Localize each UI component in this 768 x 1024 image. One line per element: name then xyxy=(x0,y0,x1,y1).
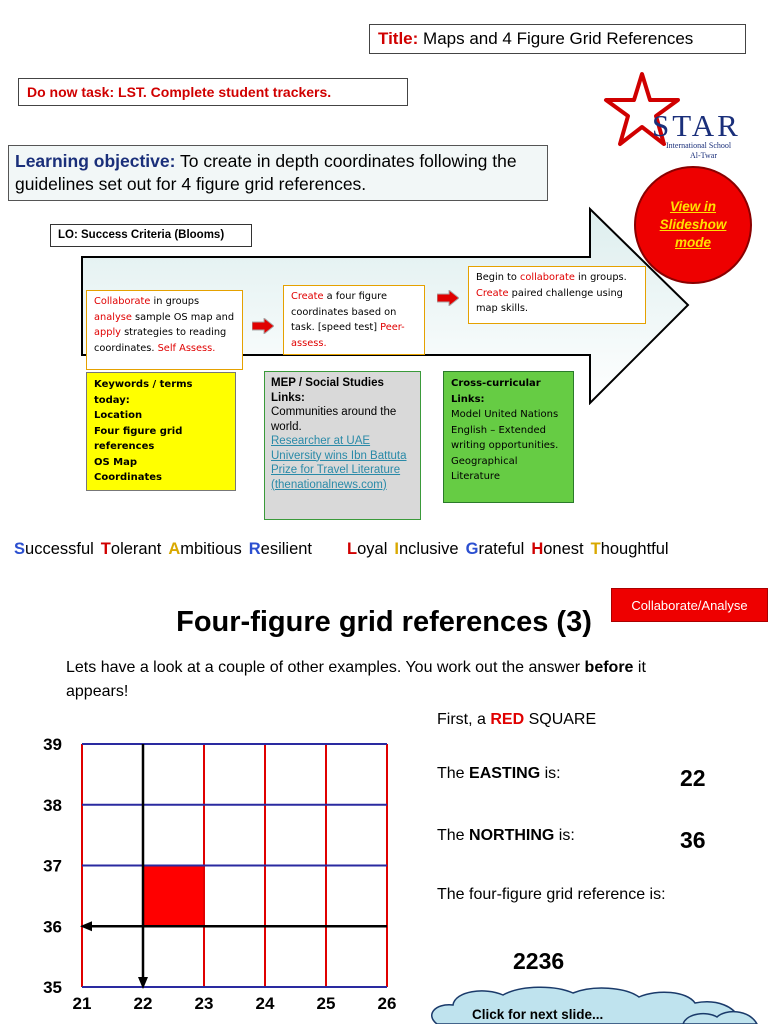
criteria-box-3 xyxy=(468,266,646,324)
value-initial: A xyxy=(168,540,181,558)
value-initial: H xyxy=(531,540,544,558)
right-arrow-icon xyxy=(437,290,459,306)
value-initial: R xyxy=(248,540,261,558)
collaborate-analyse-badge: Collaborate/Analyse xyxy=(611,588,768,622)
value-rest: oyal xyxy=(357,540,388,558)
northing-tick-label: 38 xyxy=(43,795,62,815)
value-initial: S xyxy=(14,540,26,558)
keyword-item: Four figure grid references xyxy=(94,425,183,452)
title-text: Maps and 4 Figure Grid References xyxy=(423,29,694,48)
value-rest: rateful xyxy=(478,540,525,558)
criteria-highlight: Peer-assess. xyxy=(291,322,405,349)
success-criteria-label: LO: Success Criteria (Blooms) xyxy=(50,224,252,247)
criteria-highlight: Self Assess. xyxy=(157,342,216,354)
value-rest: nclusive xyxy=(398,540,459,558)
value-word xyxy=(347,540,387,558)
easting-tick-label: 26 xyxy=(377,994,397,1013)
northing-question xyxy=(437,827,575,845)
criteria-highlight: Collaborate xyxy=(94,296,151,307)
intro-bold: before xyxy=(584,659,634,676)
do-now-text: LST. Complete student trackers. xyxy=(118,84,332,100)
logo-line1: International School xyxy=(666,141,732,150)
learning-objective-label: Learning objective: xyxy=(15,151,176,171)
value-rest: esilient xyxy=(260,540,313,558)
easting-tick-label: 23 xyxy=(194,994,214,1013)
criteria-highlight: collaborate xyxy=(519,272,575,283)
criteria-highlight: Create xyxy=(476,287,509,299)
easting-tick-label: 25 xyxy=(316,994,336,1013)
easting-tick-label: 22 xyxy=(133,994,153,1013)
value-word xyxy=(531,540,583,558)
school-values-row xyxy=(14,540,764,562)
view-slideshow-label: View in Slideshow mode xyxy=(659,199,727,250)
value-rest: onest xyxy=(543,540,584,558)
value-initial: L xyxy=(347,540,358,558)
highlighted-red-square xyxy=(143,866,204,927)
slide-title-box xyxy=(369,24,746,54)
do-now-task-box xyxy=(18,78,408,106)
criteria-highlight: Create xyxy=(291,291,324,302)
keywords-box xyxy=(86,372,236,491)
criteria-text: paired challenge using map skills. xyxy=(476,287,623,314)
keyword-item: Location xyxy=(94,410,143,421)
value-initial: I xyxy=(394,540,399,558)
value-word xyxy=(101,540,162,558)
star-school-logo xyxy=(600,70,760,162)
intro-part: it appears! xyxy=(66,659,646,700)
grid-reference-map xyxy=(40,728,410,1018)
mep-social-studies-box xyxy=(264,371,421,520)
value-word xyxy=(591,540,669,558)
mep-text: Communities around the world. xyxy=(271,406,397,433)
value-initial: T xyxy=(100,540,111,558)
value-rest: uccessful xyxy=(25,540,94,558)
keyword-item: OS Map xyxy=(94,456,138,468)
next-slide-label[interactable]: Click for next slide... xyxy=(472,1007,604,1022)
value-word xyxy=(14,540,94,558)
cross-curricular-item: English – Extended writing opportunities. xyxy=(451,424,559,451)
first-square-prompt xyxy=(437,711,596,729)
easting-answer: 22 xyxy=(680,765,706,791)
value-word xyxy=(394,540,458,558)
value-initial: T xyxy=(590,540,601,558)
criteria-highlight: analyse xyxy=(94,311,132,323)
northing-tick-label: 35 xyxy=(43,978,62,997)
cross-curricular-box xyxy=(443,371,574,503)
learning-objective-box xyxy=(8,145,548,201)
logo-main-text: STAR xyxy=(652,108,741,143)
learning-objective-text: To create in depth coordinates following the guidelines set out for 4 figure grid references. xyxy=(15,151,517,194)
prompt-part: The xyxy=(437,765,470,782)
title-label: Title: xyxy=(378,29,419,48)
northing-answer: 36 xyxy=(680,827,706,853)
criteria-highlight: apply xyxy=(94,327,121,338)
easting-bold: EASTING xyxy=(469,765,541,782)
northing-tick-label: 39 xyxy=(43,735,62,754)
easting-question xyxy=(437,765,561,783)
criteria-box-2 xyxy=(283,285,425,355)
prompt-part: SQUARE xyxy=(524,711,597,728)
northing-tick-label: 36 xyxy=(43,917,62,937)
right-arrow-icon xyxy=(252,318,274,334)
intro-part: Lets have a look at a couple of other examples. You work out the answer xyxy=(66,659,585,676)
prompt-part: First, a xyxy=(437,711,491,728)
value-rest: mbitious xyxy=(180,540,242,558)
northing-tick-label: 37 xyxy=(43,856,62,876)
cross-curricular-item: Geographical Literature xyxy=(451,455,518,482)
value-rest: houghtful xyxy=(600,540,669,558)
value-initial: G xyxy=(465,540,479,558)
cross-curricular-heading: Cross-curricular Links: xyxy=(451,378,541,405)
northing-bold: NORTHING xyxy=(469,827,555,844)
prompt-part: is: xyxy=(554,827,575,844)
logo-line2: Al-Twar xyxy=(690,151,717,160)
prompt-part: is: xyxy=(540,765,561,782)
red-word: RED xyxy=(490,711,525,728)
criteria-text: sample OS map and xyxy=(131,311,235,323)
value-word xyxy=(249,540,312,558)
easting-tick-label: 21 xyxy=(72,994,92,1013)
criteria-text: in groups xyxy=(150,296,200,307)
criteria-text: in groups. xyxy=(574,272,627,283)
value-word xyxy=(168,540,241,558)
cross-curricular-item: Model United Nations xyxy=(451,409,559,420)
slide-heading: Four-figure grid references (3) xyxy=(176,606,592,638)
criteria-text: a four figure coordinates based on task. [speed test] xyxy=(291,291,397,333)
keywords-heading: Keywords / terms today: xyxy=(94,379,193,406)
intro-text xyxy=(66,656,686,704)
prompt-part: The xyxy=(437,827,470,844)
criteria-text: strategies to reading coordinates. xyxy=(94,327,227,354)
keyword-item: Coordinates xyxy=(94,472,162,483)
value-rest: olerant xyxy=(110,540,162,558)
grid-reference-question: The four-figure grid reference is: xyxy=(437,886,666,903)
criteria-text: Begin to xyxy=(476,272,520,283)
do-now-label: Do now task: xyxy=(27,84,115,100)
mep-heading: MEP / Social Studies Links: xyxy=(271,377,384,404)
easting-tick-label: 24 xyxy=(255,994,275,1013)
mep-article-link[interactable]: Researcher at UAE University wins Ibn Battuta Prize for Travel Literature (thenationalnews.com) xyxy=(271,435,407,491)
criteria-box-1 xyxy=(86,290,243,370)
grid-reference-answer: 2236 xyxy=(513,948,565,974)
value-word xyxy=(466,540,525,558)
